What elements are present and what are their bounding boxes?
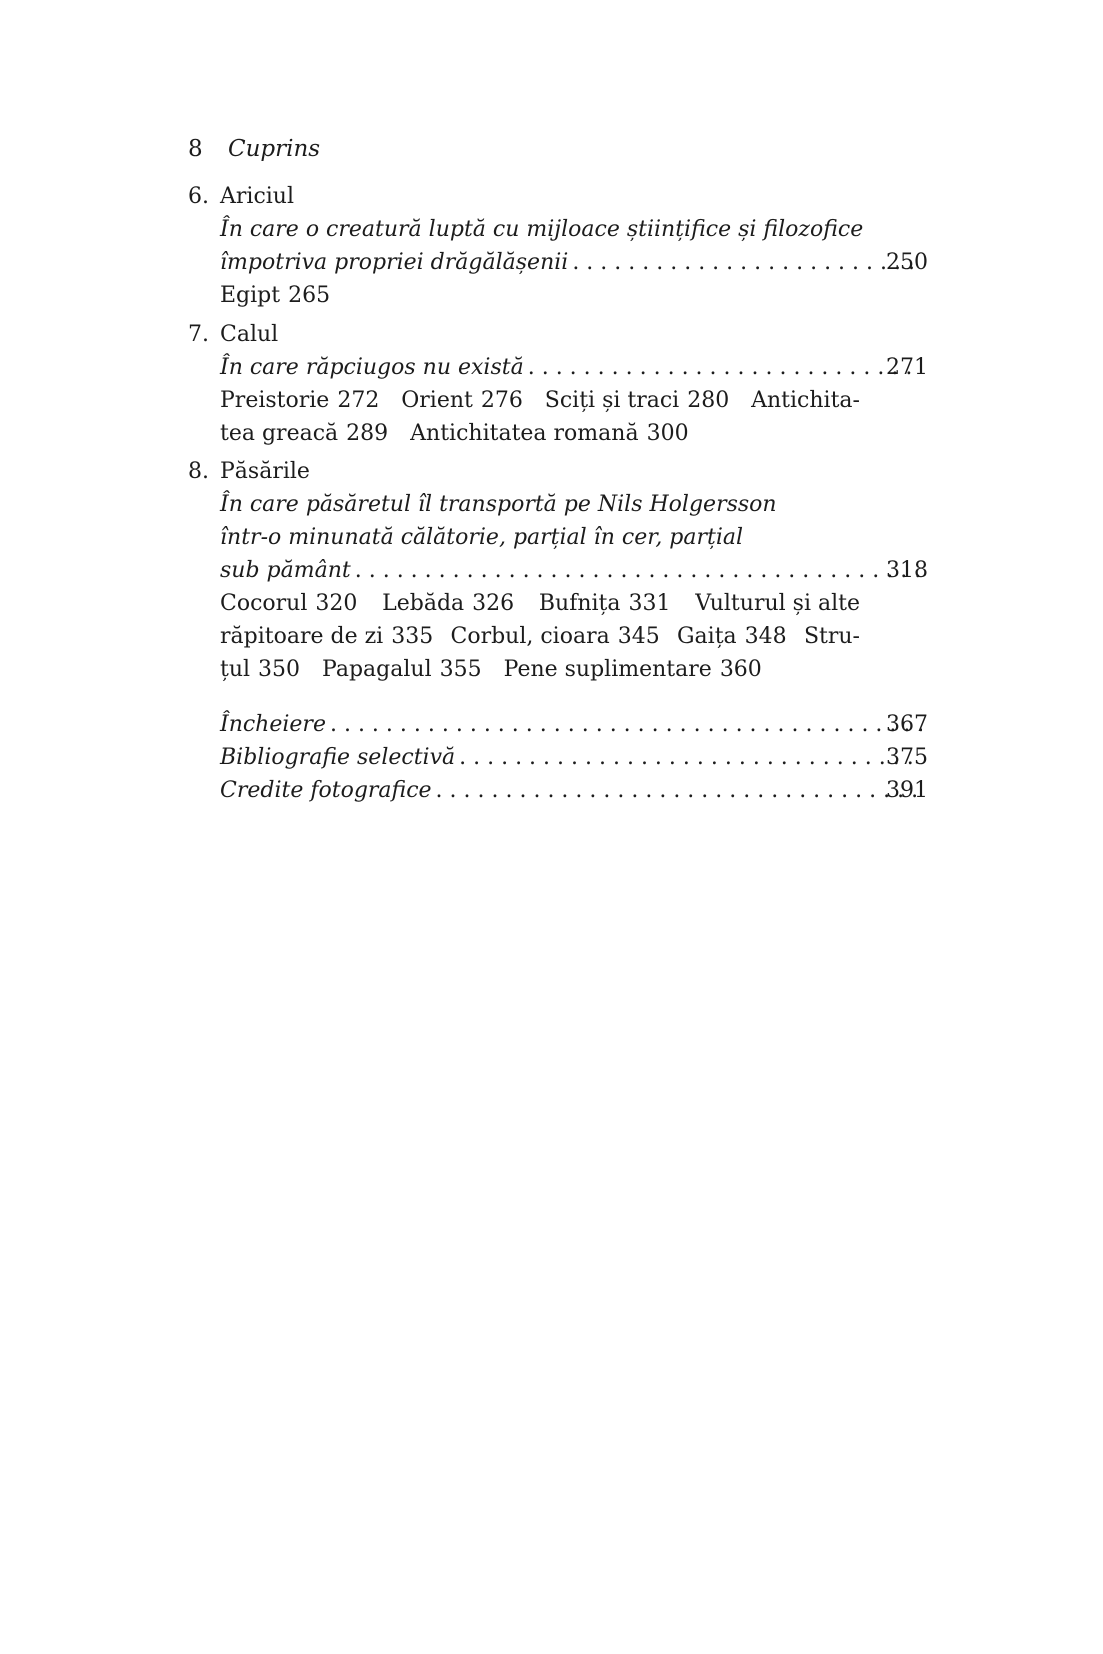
chapter-page-ref: 271 (886, 355, 928, 380)
toc-leader-line (188, 351, 928, 384)
section-page: 350 (258, 657, 301, 682)
endmatter-title: Credite fotografice (220, 778, 432, 803)
section-item (220, 279, 330, 312)
chapter-subtitle-line: În care păsăretul îl transportă pe Nils Holgersson (220, 492, 777, 517)
chapter-title: Calul (220, 322, 279, 347)
section-name: Gaița (676, 624, 737, 649)
section-page: 280 (687, 388, 730, 413)
sections-line (220, 620, 860, 653)
section-item (220, 384, 379, 417)
toc-leader-line (188, 246, 928, 279)
chapter-number: 6. (188, 184, 209, 209)
dot-leader (528, 351, 922, 384)
section-name: țul (220, 657, 251, 682)
chapter-subtitle-line: În care o creatură luptă cu mijloace științifice și filozofice (220, 217, 864, 242)
section-page: 289 (346, 421, 389, 446)
section-item (220, 620, 433, 653)
toc-leader-line (188, 708, 928, 741)
section-page: 331 (628, 591, 671, 616)
toc-chapter-8 (188, 455, 928, 686)
toc-leader-line (188, 554, 928, 587)
section-name: Lebăda (382, 591, 465, 616)
section-item (382, 587, 514, 620)
toc-leader-line (188, 741, 928, 774)
section-name: Orient (401, 388, 473, 413)
chapter-subtitle-line: sub pământ (220, 558, 351, 583)
endmatter-title: Bibliografie selectivă (220, 745, 456, 770)
dot-leader (459, 741, 922, 774)
dot-leader (436, 774, 922, 807)
section-page: 320 (315, 591, 358, 616)
chapter-title: Ariciul (220, 184, 295, 209)
section-item (804, 620, 860, 653)
section-item (322, 653, 482, 686)
section-page: 348 (744, 624, 787, 649)
section-item (504, 653, 762, 686)
chapter-subtitle-line: într-o minunată călătorie, parțial în cer, parțial (220, 525, 744, 550)
page-number: 8 (188, 136, 203, 162)
section-page: 300 (646, 421, 689, 446)
section-item (677, 620, 787, 653)
section-page: 272 (337, 388, 380, 413)
section-item (220, 417, 388, 450)
toc-endmatter (188, 708, 928, 807)
sections-line (220, 279, 860, 312)
running-title: Cuprins (228, 136, 321, 162)
section-name: Pene suplimentare (503, 657, 712, 682)
section-page: 265 (288, 283, 331, 308)
toc-chapter-6 (188, 180, 928, 312)
chapter-title: Păsările (220, 459, 310, 484)
section-page: 335 (391, 624, 434, 649)
toc-leader-line (188, 774, 928, 807)
section-item (401, 384, 523, 417)
section-name: Sciți și traci (544, 388, 680, 413)
section-name: Antichita- (751, 388, 860, 413)
section-name: Papagalul (322, 657, 432, 682)
section-name: Cocorul (220, 591, 308, 616)
section-item (751, 384, 860, 417)
dot-leader (330, 708, 922, 741)
section-page: 345 (617, 624, 660, 649)
sections-line (220, 417, 860, 450)
running-header (188, 133, 320, 165)
chapter-subtitle-line: împotriva propriei drăgălășenii (220, 250, 569, 275)
section-item (410, 417, 688, 450)
toc-chapter-7 (188, 318, 928, 450)
section-name: Bufnița (538, 591, 621, 616)
section-name: răpitoare de zi (220, 624, 384, 649)
chapter-subtitle-line: În care răpciugos nu există (220, 355, 524, 380)
sections-line (220, 653, 860, 686)
section-page: 360 (719, 657, 762, 682)
section-name: tea greacă (220, 421, 339, 446)
section-item (220, 653, 300, 686)
chapter-page-ref: 250 (886, 250, 928, 275)
endmatter-page-ref: 367 (886, 712, 928, 737)
section-item (545, 384, 729, 417)
section-item (220, 587, 357, 620)
chapter-number: 7. (188, 322, 209, 347)
sections-line (220, 587, 860, 620)
section-page: 276 (480, 388, 523, 413)
section-item (539, 587, 671, 620)
section-name: Preistorie (220, 388, 330, 413)
section-page: 355 (439, 657, 482, 682)
sections-line (220, 384, 860, 417)
section-name: Corbul, cioara (450, 624, 610, 649)
section-name: Antichitatea romană (410, 421, 639, 446)
chapter-number: 8. (188, 459, 209, 484)
endmatter-page-ref: 391 (886, 778, 928, 803)
section-item (695, 587, 860, 620)
section-item (450, 620, 659, 653)
endmatter-title: Încheiere (220, 712, 326, 737)
dot-leader (355, 554, 922, 587)
section-page: 326 (472, 591, 515, 616)
section-name: Vulturul și alte (695, 591, 860, 616)
dot-leader (572, 246, 922, 279)
section-name: Stru- (803, 624, 860, 649)
chapter-page-ref: 318 (886, 558, 928, 583)
endmatter-page-ref: 375 (886, 745, 928, 770)
section-name: Egipt (220, 283, 281, 308)
